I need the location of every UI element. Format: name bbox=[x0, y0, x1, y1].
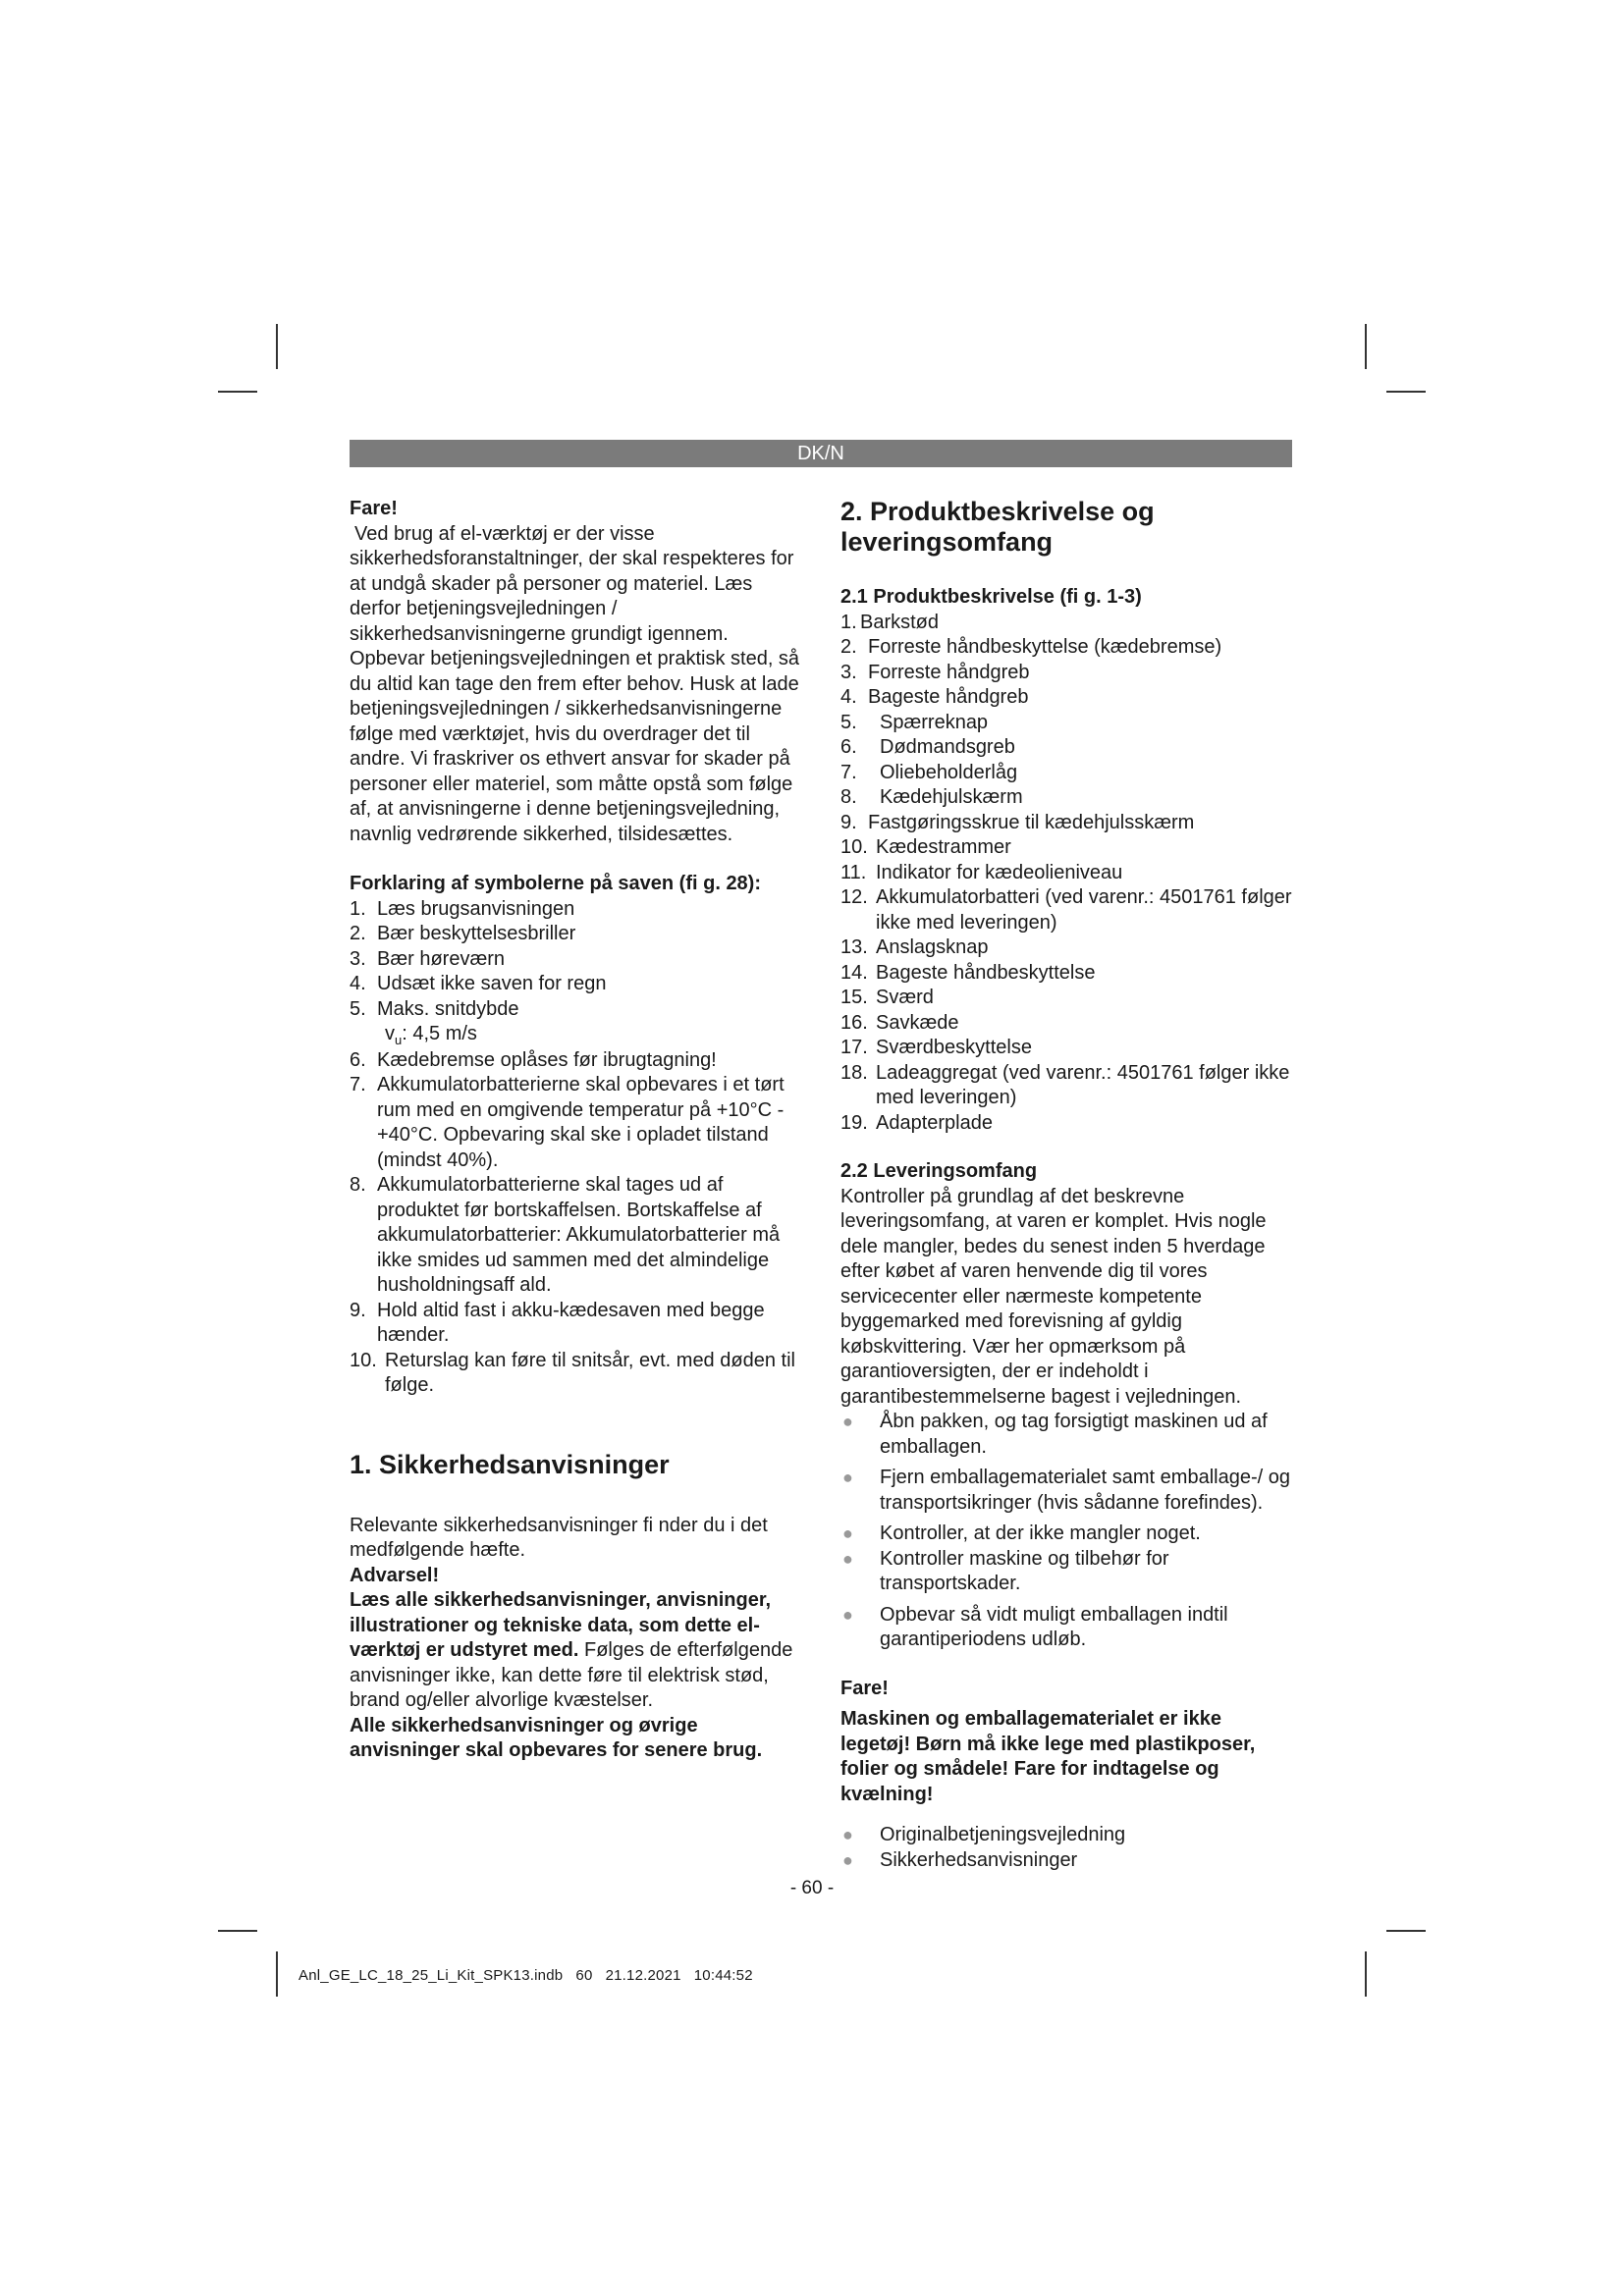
section21-title: 2.1 Produktbeskrivelse (fi g. 1-3) bbox=[840, 586, 1142, 608]
crop-mark bbox=[276, 1951, 278, 1997]
symbols-list bbox=[350, 897, 805, 1399]
list-item: 2. Forreste håndbeskyttelse (kædebremse) bbox=[840, 636, 1222, 658]
crop-mark bbox=[1386, 391, 1426, 393]
list-item: 15. Sværd bbox=[840, 987, 934, 1008]
parts-list bbox=[840, 611, 1292, 1137]
fare-warning-right: Maskinen og emballagematerialet er ikke legetøj! Børn må ikke lege med plastikposer, folier og smådele! Fare for indtagelse og kvælning! bbox=[840, 1708, 1256, 1805]
speed-value: $v_u$: 4,5 m/s bbox=[385, 1023, 477, 1047]
bullet-icon: ● bbox=[842, 1523, 853, 1543]
crop-mark bbox=[1365, 324, 1367, 369]
list-item: ● Kontroller maskine og tilbehør for transportskader. bbox=[842, 1547, 1169, 1594]
list-item: 5. Maks. snitdybde $v_u$: 4,5 m/s bbox=[350, 997, 805, 1048]
list-item: 8. Akkumulatorbatterierne skal tages ud af produktet før bortskaffelsen. Bortskaffelse af akkumulatorbatterier: Akkumulatorbatterier må ikke smides ud sammen med det almindelige husholdningsaff ald. bbox=[350, 1174, 781, 1296]
list-item: 5. Spærreknap bbox=[840, 711, 989, 733]
list-item: 8. Kædehjulskærm bbox=[840, 786, 1023, 808]
list-item: 19. Adapterplade bbox=[840, 1111, 993, 1134]
bullet-icon: ● bbox=[842, 1849, 853, 1870]
crop-mark bbox=[1386, 1930, 1426, 1932]
crop-mark bbox=[1365, 1951, 1367, 1997]
section1-title: 1. Sikkerhedsanvisninger bbox=[350, 1449, 670, 1479]
list-item: 7. Oliebeholderlåg bbox=[840, 761, 1018, 783]
list-item: 10. Returslag kan føre til snitsår, evt. med døden til følge. bbox=[350, 1349, 795, 1396]
language-label: DK/N bbox=[797, 443, 844, 464]
unpacking-steps bbox=[840, 1410, 1292, 1653]
crop-mark bbox=[218, 391, 257, 393]
fare-paragraph: Ved brug af el-værktøj er der visse sikkerhedsforanstaltninger, der skal respekteres for at undgå skader på personer og materiel. Læs derfor betjeningsvejledningen / sikkerhedsanvisningerne grundigt igennem. Opbevar betjeningsvejledningen et praktisk sted, så du altid kan tage den frem efter behov. Husk at lade betjeningsvejledningen / sikkerhedsanvisningerne følge med værktøjet, hvis du overdrager det til andre. Vi fraskriver os ethvert ansvar for skader på personer eller materiel, som måtte opstå som følge af, at anvisningerne i denne betjeningsvejledning, navnlig vedrørende sikkerhed, tilsidesættes. bbox=[350, 522, 800, 845]
list-item: 6. Dødmandsgreb bbox=[840, 736, 1015, 758]
list-item: 18. Ladeaggregat (ved varenr.: 4501761 følger ikke med leveringen) bbox=[840, 1061, 1290, 1108]
list-item: 12. Akkumulatorbatteri (ved varenr.: 4501761 følger ikke med leveringen) bbox=[840, 886, 1292, 934]
section2-title: 2. Produktbeskrivelse og leveringsomfang bbox=[840, 497, 1155, 557]
section22-paragraph: Kontroller på grundlag af det beskrevne leveringsomfang, at varen er komplet. Hvis nogle dele mangler, bedes du senest inden 5 hverdage efter købet af varen henvende dig til vores servicecenter eller nærmeste kompetente byggemarked med forevisning af gyldig købskvittering. Vær her opmærksom på garantioversigten, der er indeholdt i garantibestemmelserne bagest i vejledningen. bbox=[840, 1185, 1267, 1408]
bullet-icon: ● bbox=[842, 1825, 853, 1844]
keep-instructions: Alle sikkerhedsanvisninger og øvrige anvisninger skal opbevares for senere brug. bbox=[350, 1714, 763, 1761]
fare-heading-right: Fare! bbox=[840, 1677, 889, 1699]
bullet-icon: ● bbox=[842, 1468, 853, 1487]
list-item: 16. Savkæde bbox=[840, 1011, 959, 1034]
list-item: 13. Anslagsknap bbox=[840, 936, 989, 958]
section1-intro: Relevante sikkerhedsanvisninger fi nder du i det medfølgende hæfte. bbox=[350, 1514, 768, 1561]
list-item: 1. Læs brugsanvisningen bbox=[350, 897, 575, 920]
list-item: ● Opbevar så vidt muligt emballagen indtil garantiperiodens udløb. bbox=[842, 1603, 1228, 1650]
right-column bbox=[840, 497, 1292, 1873]
symbols-heading: Forklaring af symbolerne på saven (fi g. 28): bbox=[350, 873, 762, 894]
list-item: ● Åbn pakken, og tag forsigtigt maskinen ud af emballagen. bbox=[842, 1411, 1268, 1458]
page-number: - 60 - bbox=[789, 1878, 835, 1898]
list-item: 3. Bær høreværn bbox=[350, 947, 506, 970]
list-item: 9. Fastgøringsskrue til kædehjulsskærm bbox=[840, 811, 1195, 833]
list-item: 11. Indikator for kædeolieniveau bbox=[840, 861, 1123, 883]
print-imprint: Anl_GE_LC_18_25_Li_Kit_SPK13.indb 60 21.12.2021 10:44:52 bbox=[298, 1967, 753, 1984]
language-header-bar bbox=[350, 440, 1292, 467]
bullet-icon: ● bbox=[842, 1604, 853, 1625]
list-item: 17. Sværdbeskyttelse bbox=[840, 1037, 1032, 1058]
list-item: 1. Barkstød bbox=[840, 611, 940, 633]
list-item: 6. Kædebremse oplåses før ibrugtagning! bbox=[350, 1048, 717, 1071]
bullet-icon: ● bbox=[842, 1548, 853, 1569]
fare-heading: Fare! bbox=[350, 498, 398, 519]
crop-mark bbox=[276, 324, 278, 369]
list-item: 7. Akkumulatorbatterierne skal opbevares i et tørt rum med en omgivende temperatur på +10°C - +40°C. Opbevaring skal ske i opladet tilstand (mindst 40%). bbox=[350, 1074, 785, 1171]
list-item: 4. Udsæt ikke saven for regn bbox=[350, 973, 607, 994]
delivery-contents bbox=[840, 1823, 1292, 1873]
left-column bbox=[350, 497, 805, 1764]
list-item: ● Fjern emballagematerialet samt emballage-/ og transportsikringer (hvis sådanne forefindes). bbox=[842, 1467, 1290, 1514]
bullet-icon: ● bbox=[842, 1412, 853, 1431]
list-item: ● Sikkerhedsanvisninger bbox=[840, 1848, 1292, 1874]
list-item: ● Kontroller, at der ikke mangler noget. bbox=[840, 1522, 1292, 1547]
advarsel-paragraph: Læs alle sikkerhedsanvisninger, anvisninger, illustrationer og tekniske data, som dette el-værktøj er udstyret med. Følges de efterfølgende anvisninger ikke, kan dette føre til elektrisk stød, brand og/eller alvorlige kvæstelser. bbox=[350, 1589, 793, 1711]
crop-mark bbox=[218, 1930, 257, 1932]
list-item: 2. Bær beskyttelsesbriller bbox=[350, 923, 576, 944]
list-item: 14. Bageste håndbeskyttelse bbox=[840, 961, 1096, 984]
list-item: ● Originalbetjeningsvejledning bbox=[840, 1823, 1292, 1848]
list-item: 4. Bageste håndgreb bbox=[840, 686, 1029, 708]
list-item: 9. Hold altid fast i akku-kædesaven med begge hænder. bbox=[350, 1299, 765, 1346]
list-item: 3. Forreste håndgreb bbox=[840, 661, 1030, 683]
section22-title: 2.2 Leveringsomfang bbox=[840, 1160, 1038, 1182]
advarsel-heading: Advarsel! bbox=[350, 1564, 440, 1586]
list-item: 10. Kædestrammer bbox=[840, 836, 1011, 858]
